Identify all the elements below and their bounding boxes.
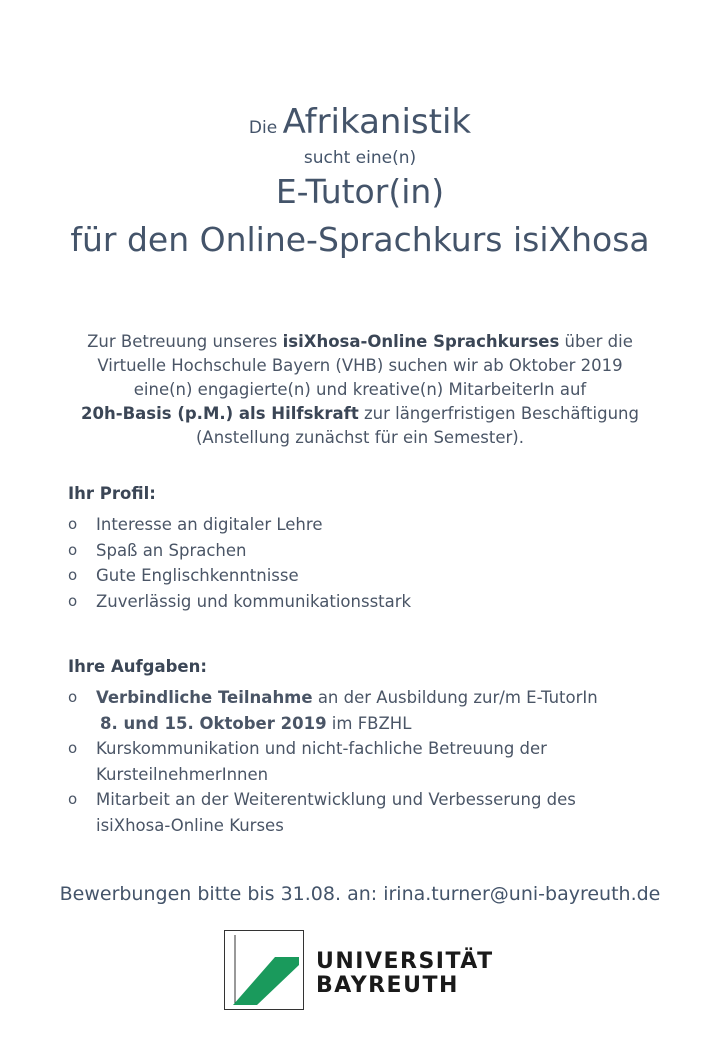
list-item: o Spaß an Sprachen	[68, 540, 247, 560]
heading-position: E-Tutor(in)	[275, 172, 445, 211]
heading-course: für den Online-Sprachkurs isiXhosa	[70, 220, 650, 259]
profile-list	[68, 512, 668, 614]
intro-hours: 20h-Basis (p.M.) als Hilfskraft	[81, 404, 359, 423]
list-item: o Zuverlässig und kommunikationsstark	[68, 591, 412, 611]
heading-line-2: sucht eine(n)	[303, 148, 417, 168]
heading-prefix: Die	[248, 118, 278, 138]
list-item: o Gute Englischkenntnisse	[68, 566, 299, 585]
logo-mark	[224, 930, 304, 1010]
tasks-title: Ihre Aufgaben:	[68, 657, 207, 676]
list-item: o Mitarbeit an der Weiterentwicklung und Verbesserung des isiXhosa-Online Kurses	[68, 790, 576, 835]
list-item: o Kurskommunikation und nicht-fachliche Betreuung der KursteilnehmerInnen	[68, 739, 547, 784]
application-contact: Bewerbungen bitte bis 31.08. an: irina.turner@uni-bayreuth.de	[59, 883, 661, 905]
list-item: o Verbindliche Teilnahme an der Ausbildung zur/m E-TutorIn 8. und 15. Oktober 2019 im FBZHL	[68, 688, 598, 733]
list-item: o Interesse an digitaler Lehre	[68, 515, 323, 534]
intro-course-name: isiXhosa-Online Sprachkurses	[282, 332, 560, 351]
tasks-list	[68, 685, 668, 838]
profile-title: Ihr Profil:	[68, 484, 156, 503]
intro-paragraph: Zur Betreuung unseres isiXhosa-Online Sprachkurses über die Virtuelle Hochschule Bayern (VHB) suchen wir ab Oktober 2019 eine(n) engagierte(n) und kreative(n) MitarbeiterIn auf 20h-Basis (p.M.) als Hilfskraft zur längerfristigen Beschäftigung (Anstellung zunächst für ein Semester).	[81, 332, 639, 447]
logo-mark-icon	[225, 931, 303, 1009]
heading-department: Afrikanistik	[282, 102, 472, 142]
heading-line-1	[0, 102, 720, 142]
logo-wordmark: UNIVERSITÄT BAYREUTH	[316, 949, 494, 998]
university-logo	[224, 930, 494, 1010]
